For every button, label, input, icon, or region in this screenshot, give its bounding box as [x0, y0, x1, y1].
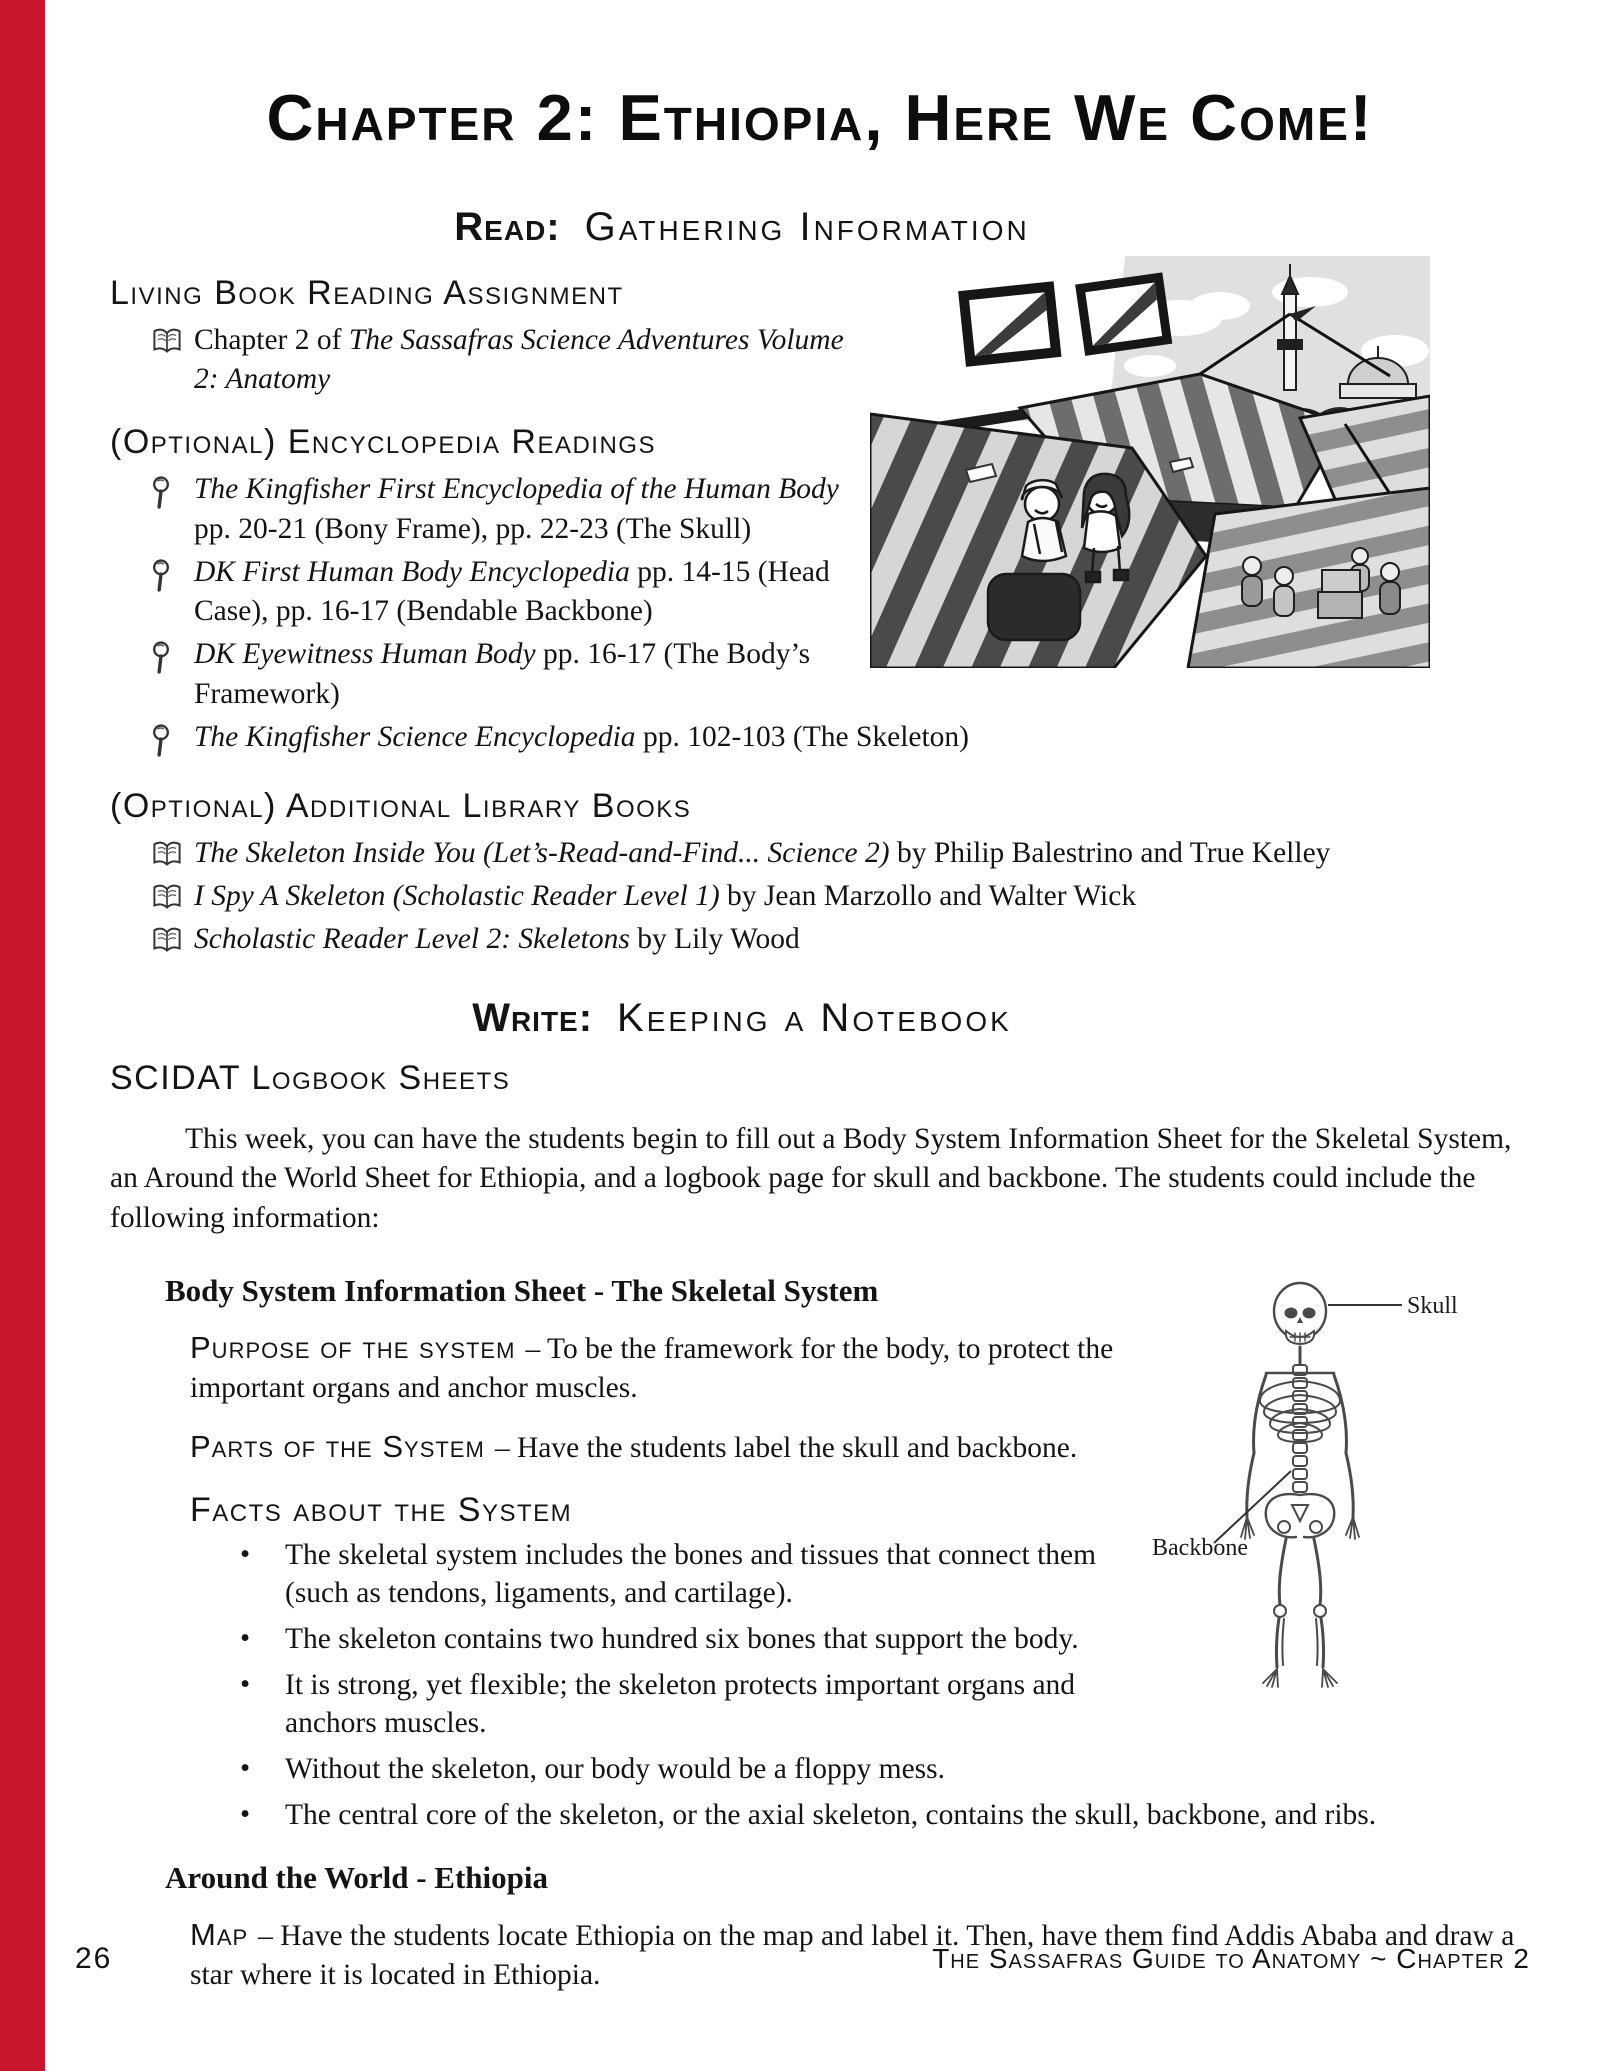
fact-item: • Without the skeleton, our body would be a floppy mess.	[240, 1750, 1530, 1789]
bullet-dot: •	[240, 1537, 251, 1570]
fact-item: • The skeletal system includes the bones and tissues that connect them (such as tendons, ligaments, and cartilage).	[240, 1537, 1097, 1610]
magnifier-icon	[150, 470, 194, 515]
fact-item: • It is strong, yet flexible; the skeleton protects important organs and anchors muscles.	[240, 1667, 1076, 1740]
write-label: Write:	[472, 995, 594, 1040]
list-item	[150, 718, 1530, 763]
book-title-italic: The Skeleton Inside You (Let’s-Read-and-Find... Science 2)	[194, 836, 890, 869]
open-book-icon	[150, 920, 194, 959]
book-title-italic: The Sassafras Science Adventures Volume 2: Anatomy	[194, 324, 844, 396]
library-books-list	[110, 834, 1530, 960]
list-item	[150, 877, 1530, 916]
book-author: by Jean Marzollo and Walter Wick	[719, 880, 1137, 913]
book-title-italic: I Spy A Skeleton (Scholastic Reader Level 1)	[194, 880, 720, 913]
page-content	[110, 0, 1530, 1996]
magnifier-icon	[150, 553, 194, 598]
book-title-italic: Scholastic Reader Level 2: Skeletons	[194, 923, 630, 956]
open-book-icon	[150, 834, 194, 873]
fact-item: • The central core of the skeleton, or the axial skeleton, contains the skull, backbone, and ribs.	[240, 1796, 1530, 1835]
read-section-heading	[32, 203, 1452, 250]
list-item	[150, 470, 848, 548]
reading-pages: pp. 14-15 (Head Case), pp. 16-17 (Bendable Backbone)	[194, 555, 830, 628]
labeled-skeleton-figure	[1150, 1243, 1480, 1708]
bullet-dot: •	[240, 1622, 251, 1654]
book-title-italic: DK Eyewitness Human Body	[194, 638, 536, 671]
bullet-dot: •	[240, 1751, 251, 1784]
list-item	[150, 635, 848, 713]
magnifier-icon	[150, 718, 194, 763]
write-section-heading	[32, 994, 1452, 1041]
book-title-italic: The Kingfisher First Encyclopedia of the Human Body	[194, 473, 839, 506]
open-book-icon	[150, 321, 194, 360]
purpose-text: – To be the framework for the body, to protect the important organs and anchor muscles.	[190, 1333, 1114, 1405]
read-subtitle: Gathering Information	[584, 205, 1030, 249]
map-label: Map	[190, 1917, 249, 1953]
list-item	[150, 920, 1530, 959]
purpose-label: Purpose of the system	[190, 1330, 516, 1366]
parts-label: Parts of the System	[190, 1429, 485, 1465]
reading-pages: pp. 16-17 (The Body’s Framework)	[194, 638, 811, 710]
map-text: – Have the students locate Ethiopia on the map and label it. Then, have them find Addis Ababa and draw a star where it is located in Ethiopia.	[190, 1920, 1515, 1992]
list-item	[150, 321, 848, 399]
reading-item-prefix: Chapter 2 of	[194, 324, 349, 356]
list-item	[150, 553, 848, 631]
book-author: by Lily Wood	[629, 923, 800, 956]
facts-heading: Facts about the System	[190, 1490, 573, 1529]
bullet-dot: •	[240, 1667, 251, 1700]
reading-pages: pp. 20-21 (Bony Frame), pp. 22-23 (The Skull)	[194, 512, 752, 545]
skeleton-diagram	[1150, 1243, 1480, 1708]
skull-label: Skull	[1407, 1293, 1458, 1320]
reading-pages: pp. 102-103 (The Skeleton)	[635, 720, 970, 753]
page-footer	[75, 1942, 1530, 1976]
list-item	[150, 834, 1530, 873]
scidat-heading: SCIDAT Logbook Sheets	[110, 1058, 511, 1097]
book-title-italic: The Kingfisher Science Encyclopedia	[194, 720, 636, 753]
book-title-italic: DK First Human Body Encyclopedia	[194, 555, 630, 588]
parts-text: – Have the students label the skull and backbone.	[494, 1432, 1078, 1465]
living-book-heading: Living Book Reading Assignment	[110, 274, 624, 312]
around-world-title: Around the World - Ethiopia	[165, 1860, 549, 1896]
book-author: by Philip Balestrino and True Kelley	[889, 836, 1331, 869]
scidat-intro-paragraph: This week, you can have the students begin to fill out a Body System Information Sheet for the Skeletal System, an Around the World Sheet for Ethiopia, and a logbook page for skull and backbone. The students could include the following information:	[110, 1122, 1512, 1235]
bullet-dot: •	[240, 1797, 251, 1830]
encyclopedia-heading: (Optional) Encyclopedia Readings	[110, 423, 656, 462]
open-book-icon	[150, 877, 194, 916]
body-system-sheet-title: Body System Information Sheet - The Skeletal System	[165, 1273, 879, 1309]
library-books-heading: (Optional) Additional Library Books	[110, 786, 692, 825]
write-subtitle: Keeping a Notebook	[617, 995, 1012, 1040]
fact-item: • The skeleton contains two hundred six bones that support the body.	[240, 1620, 1134, 1659]
ethiopian-market-tents-illustration	[870, 256, 1430, 668]
backbone-label: Backbone	[1152, 1535, 1248, 1562]
market-illustration	[870, 256, 1430, 668]
chapter-title: Chapter 2: Ethiopia, Here We Come!	[266, 81, 1374, 154]
footer-book-title: The Sassafras Guide to Anatomy ~ Chapter 2	[932, 1943, 1530, 1974]
read-label: Read:	[454, 205, 561, 249]
magnifier-icon	[150, 635, 194, 680]
page-number: 26	[75, 1942, 113, 1975]
